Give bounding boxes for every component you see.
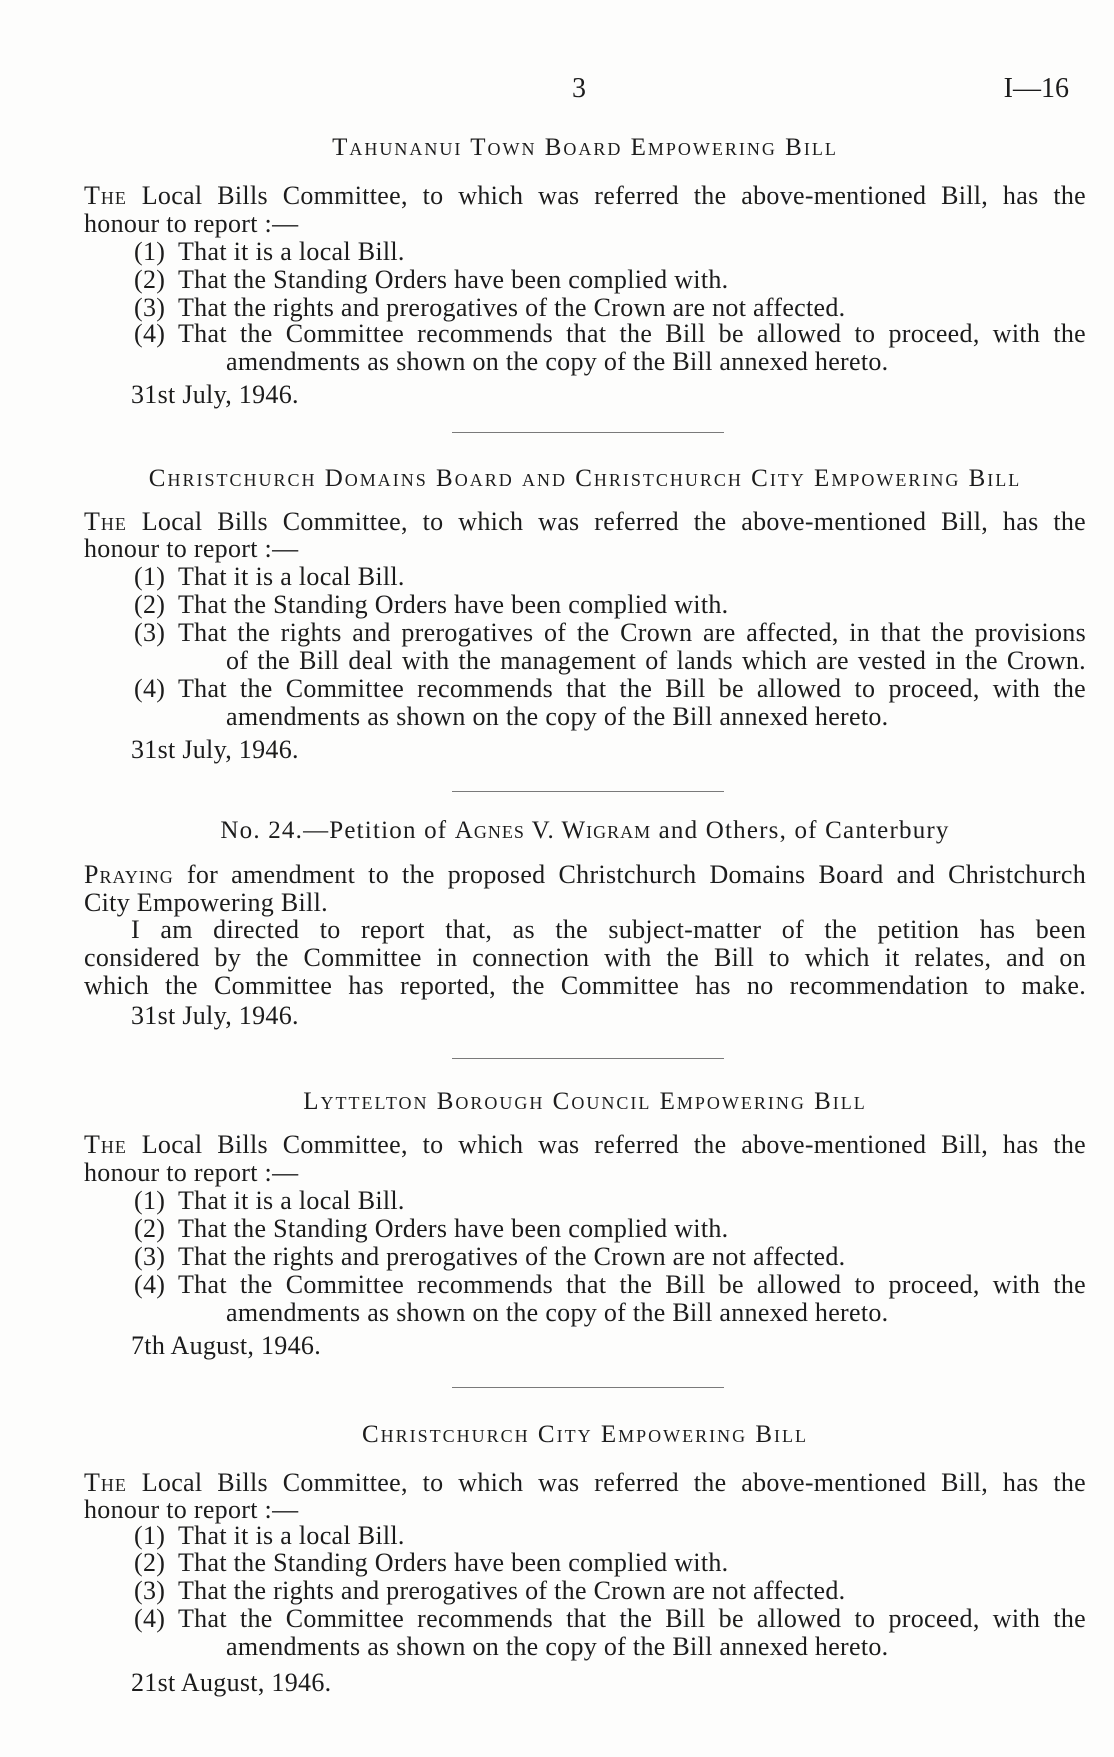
item-number: (1) [134,1186,166,1215]
item-number: (1) [134,237,166,266]
intro-text: Local Bills Committee, to which was referred the above-mentioned Bill, has the [141,507,1086,536]
item-continuation: amendments as shown on the copy of the Bill annexed hereto. [226,1298,889,1327]
intro-lead-word: The [84,181,127,210]
report-item-4 [134,1271,1086,1299]
item-number: (2) [134,265,166,294]
section-divider [452,1058,724,1059]
petition-report-line: I am directed to report that, as the subject-matter of the petition has been [131,915,1086,944]
item-number: (1) [134,1521,166,1550]
section-divider [452,791,724,792]
item-continuation: amendments as shown on the copy of the Bill annexed hereto. [226,1632,889,1661]
report-item-2 [134,266,1086,294]
report-item-3 [134,1577,1086,1605]
report-date: 7th August, 1946. [131,1331,322,1360]
item-text: That the Standing Orders have been complied with. [178,265,729,294]
petition-report-line: considered by the Committee in connection with the Bill to which it relates, and on [84,943,1086,972]
item-number: (3) [134,618,166,647]
item-text: That it is a local Bill. [178,1521,405,1550]
report-intro-continuation: honour to report :— [84,534,299,563]
report-intro-line [84,1469,1086,1497]
petition-number: No. 24.—Petition of [220,817,448,844]
report-item-1 [134,563,1086,591]
item-number: (3) [134,1576,166,1605]
item-text: That the Committee recommends that the Bill be allowed to proceed, with the [178,319,1086,348]
report-item-4 [134,320,1086,348]
report-date: 31st July, 1946. [131,380,299,409]
item-text: That the rights and prerogatives of the Crown are not affected. [178,293,846,322]
report-item-3 [134,619,1086,647]
item-text: That the Standing Orders have been complied with. [178,590,729,619]
section-title: Christchurch City Empowering Bill [361,1421,809,1448]
section-title: Christchurch Domains Board and Christchurch City Empowering Bill [148,465,1022,492]
item-number: (2) [134,590,166,619]
item-text: That the Standing Orders have been complied with. [178,1214,729,1243]
prayer-lead-word: Praying [84,860,174,889]
item-number: (4) [134,1604,166,1633]
item-number: (4) [134,1270,166,1299]
item-text: That the rights and prerogatives of the Crown are not affected. [178,1576,846,1605]
item-text: That it is a local Bill. [178,562,405,591]
item-continuation: amendments as shown on the copy of the Bill annexed hereto. [226,347,889,376]
item-number: (1) [134,562,166,591]
prayer-text: for amendment to the proposed Christchurch Domains Board and Christchurch [186,860,1086,889]
item-text: That it is a local Bill. [178,1186,405,1215]
report-intro-line [84,1131,1086,1159]
report-date: 31st July, 1946. [131,1001,299,1030]
report-item-2 [134,1215,1086,1243]
petition-prayer-continuation: City Empowering Bill. [84,888,328,917]
petitioner-name: Agnes V. Wigram [454,817,652,844]
intro-text: Local Bills Committee, to which was referred the above-mentioned Bill, has the [141,181,1086,210]
petition-report-line: which the Committee has reported, the Committee has no recommendation to make. [84,971,1086,1000]
report-intro-continuation: honour to report :— [84,1495,299,1524]
section-divider [452,432,724,433]
report-item-2 [134,1549,1086,1577]
petition-prayer-line [84,861,1086,889]
item-text: That the rights and prerogatives of the Crown are not affected. [178,1242,846,1271]
report-item-1 [134,1187,1086,1215]
petition-title [84,817,1086,845]
page-number: 3 [572,73,586,104]
report-item-1 [134,1522,1086,1550]
intro-lead-word: The [84,1468,127,1497]
item-number: (3) [134,293,166,322]
item-text: That it is a local Bill. [178,237,405,266]
report-item-3 [134,294,1086,322]
intro-text: Local Bills Committee, to which was referred the above-mentioned Bill, has the [141,1468,1086,1497]
item-number: (4) [134,674,166,703]
item-text: That the Committee recommends that the Bill be allowed to proceed, with the [178,674,1086,703]
petition-title-rest: and Others, of Canterbury [658,817,950,844]
item-text: That the rights and prerogatives of the Crown are affected, in that the provisions [178,618,1086,647]
section-title: Lyttelton Borough Council Empowering Bill [303,1088,867,1115]
section-title: Tahunanui Town Board Empowering Bill [332,134,838,161]
item-continuation: of the Bill deal with the management of lands which are vested in the Crown. [226,646,1086,675]
item-number: (3) [134,1242,166,1271]
report-item-4 [134,1605,1086,1633]
report-item-4 [134,675,1086,703]
item-text: That the Committee recommends that the Bill be allowed to proceed, with the [178,1604,1086,1633]
item-number: (2) [134,1214,166,1243]
intro-lead-word: The [84,507,127,536]
item-number: (4) [134,319,166,348]
report-date: 21st August, 1946. [131,1668,332,1697]
item-text: That the Committee recommends that the Bill be allowed to proceed, with the [178,1270,1086,1299]
report-intro-continuation: honour to report :— [84,1158,299,1187]
report-item-1 [134,238,1086,266]
item-text: That the Standing Orders have been complied with. [178,1548,729,1577]
item-number: (2) [134,1548,166,1577]
report-intro-line [84,182,1086,210]
report-item-3 [134,1243,1086,1271]
report-intro-continuation: honour to report :— [84,209,299,238]
report-date: 31st July, 1946. [131,735,299,764]
intro-lead-word: The [84,1130,127,1159]
section-divider [452,1387,724,1388]
paper-reference: I—16 [1003,73,1069,104]
item-continuation: amendments as shown on the copy of the Bill annexed hereto. [226,702,889,731]
report-item-2 [134,591,1086,619]
intro-text: Local Bills Committee, to which was referred the above-mentioned Bill, has the [141,1130,1086,1159]
report-intro-line [84,508,1086,536]
